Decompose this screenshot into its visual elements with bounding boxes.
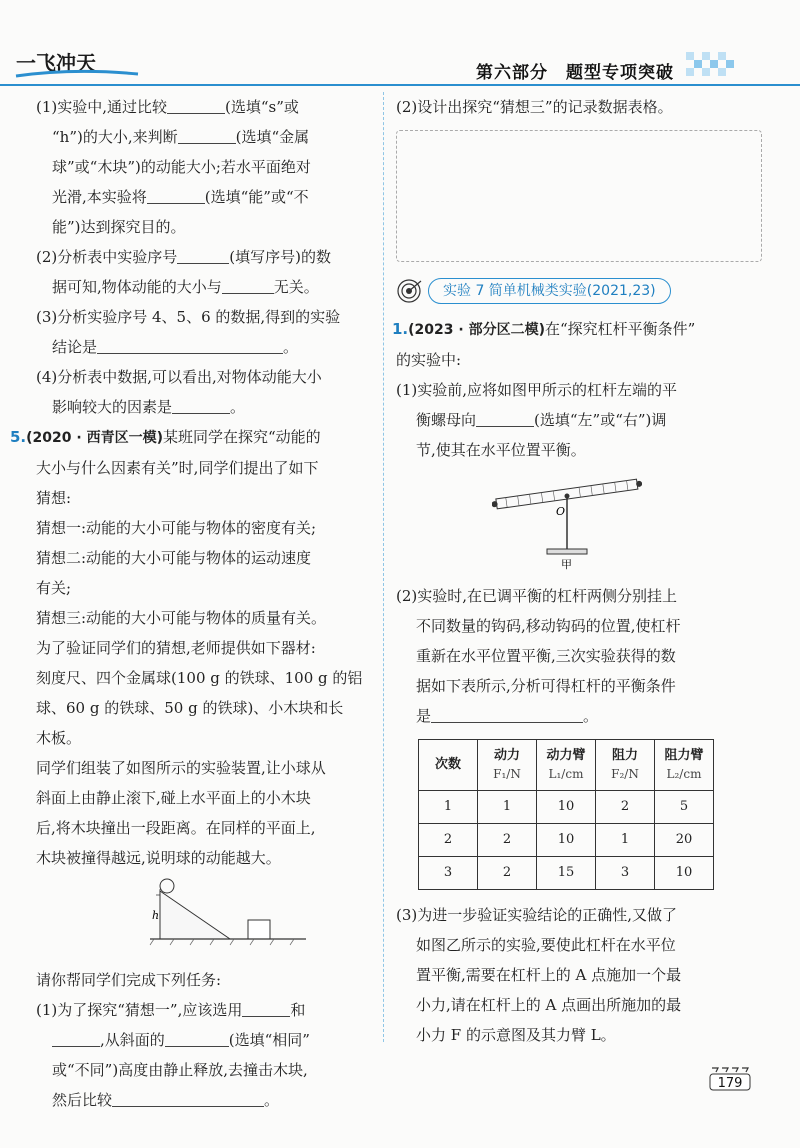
q1-2-line5: 是 。 (396, 701, 772, 731)
q1-3-line2: 如图乙所示的实验,要使此杠杆在水平位 (416, 936, 676, 954)
q5-1-line3: 或“不同”)高度由静止释放,去撞击木块, (52, 1061, 308, 1079)
q5-intro-line1: 5.(2020 · 西青区一模)某班同学在探究“动能的 (10, 428, 321, 446)
answer-blank[interactable] (165, 1028, 229, 1047)
answer-blank[interactable] (242, 998, 290, 1017)
q4-4-line2: 影响较大的因素是 。 (36, 392, 376, 422)
table-row (419, 857, 714, 890)
right-column (392, 92, 772, 1050)
header-checker-decoration (686, 52, 740, 82)
table-cell: 1 (419, 791, 478, 824)
q5-1-line2: ,从斜面的 (选填“相同” (36, 1025, 376, 1055)
q5-para2-line1: 同学们组装了如图所示的实验装置,让小球从 (36, 759, 326, 777)
table-cell: 3 (419, 857, 478, 890)
table-cell: 1 (596, 824, 655, 857)
q1-3-line3: 置平衡,需要在杠杆上的 A 点施加一个最 (416, 966, 682, 984)
wood-block (248, 920, 270, 939)
q1-3-line4: 小力,请在杠杆上的 A 点画出所施加的最 (416, 996, 682, 1014)
height-label: h (152, 909, 160, 922)
q4-1-line2: “h”)的大小,来判断 (选填“金属 (36, 122, 376, 152)
left-column (10, 92, 376, 1115)
answer-blank[interactable] (178, 125, 236, 144)
ball (160, 879, 174, 893)
q1-1-line2: 衡螺母向 (选填“左”或“右”)调 (396, 405, 772, 435)
q5-task: 请你帮同学们完成下列任务: (36, 971, 222, 989)
answer-blank[interactable] (147, 185, 205, 204)
q5-1-line1: (1)为了探究“猜想一”,应该选用 和 (36, 995, 376, 1025)
header-rule (0, 84, 800, 86)
header-cell: 次数 (419, 740, 478, 791)
question-number: 5. (10, 428, 27, 446)
page-header-title (476, 58, 674, 83)
table-cell: 10 (537, 791, 596, 824)
section-label: 实验 7 简单机械类实验(2021,23) (428, 278, 671, 304)
q4-4-line1: (4)分析表中数据,可以看出,对物体动能大小 (36, 368, 322, 386)
table-cell: 5 (655, 791, 714, 824)
q1-intro-line2: 的实验中: (396, 351, 462, 369)
q1-3-line1: (3)为进一步验证实验结论的正确性,又做了 (396, 906, 678, 924)
incline-ball-block-figure (130, 877, 310, 951)
page-number-badge (708, 1066, 752, 1092)
q1-2-line4: 据如下表所示,分析可得杠杆的平衡条件 (416, 677, 676, 695)
table-cell: 10 (655, 857, 714, 890)
target-icon (396, 278, 422, 304)
q4-1-line3: 球”或“木块”)的动能大小;若水平面绝对 (52, 158, 311, 176)
answer-blank[interactable] (167, 95, 225, 114)
header-cell: 动力臂 L₁/cm (537, 740, 596, 791)
q5-intro-line3: 猜想: (36, 489, 72, 507)
pivot (565, 494, 570, 499)
q5-guess2-line1: 猜想二:动能的大小可能与物体的运动速度 (36, 549, 312, 567)
q1-2-line2: 不同数量的钩码,移动钩码的位置,使杠杆 (416, 617, 681, 635)
header-cell: 动力 F₁/N (478, 740, 537, 791)
table-cell: 2 (596, 791, 655, 824)
q5-para2-line3: 后,将木块撞出一段距离。在同样的平面上, (36, 819, 316, 837)
lever-figure (492, 471, 642, 571)
question-source: (2023 · 部分区二模) (408, 322, 545, 338)
q4-1-line5: 能”)达到探究目的。 (52, 218, 186, 236)
q4-1-line4: 光滑,本实验将 (选填“能”或“不 (36, 182, 376, 212)
header-subsection: 题型专项突破 (566, 63, 674, 83)
q5-para2-line4: 木块被撞得越远,说明球的动能越大。 (36, 849, 281, 867)
q4-2-line1: (2)分析表中实验序号 (填写序号)的数 (36, 242, 376, 272)
header-cell: 阻力 F₂/N (596, 740, 655, 791)
q4-3-line2: 结论是 。 (36, 332, 376, 362)
q5-para2-line2: 斜面上由静止滚下,碰上水平面上的小木块 (36, 789, 311, 807)
q1-1-line3: 节,使其在水平位置平衡。 (416, 441, 586, 459)
q5-guess1: 猜想一:动能的大小可能与物体的密度有关; (36, 519, 317, 537)
q5-intro-line2: 大小与什么因素有关”时,同学们提出了如下 (36, 459, 319, 477)
q1-1-line1: (1)实验前,应将如图甲所示的杠杆左端的平 (396, 381, 678, 399)
q5-guess3: 猜想三:动能的大小可能与物体的质量有关。 (36, 609, 327, 627)
q5-guess2-line2: 有关; (36, 579, 72, 597)
table-header-row (419, 740, 714, 791)
svg-text:一飞冲天: 一飞冲天 (16, 51, 96, 75)
lever-data-table (418, 739, 714, 890)
q5-para1-line1: 为了验证同学们的猜想,老师提供如下器材: (36, 639, 316, 657)
answer-blank[interactable] (222, 275, 274, 294)
section-header (396, 276, 772, 306)
column-divider (383, 92, 384, 1042)
q4-2-line2: 据可知,物体动能的大小与 无关。 (36, 272, 376, 302)
q4-3-line1: (3)分析实验序号 4、5、6 的数据,得到的实验 (36, 308, 341, 326)
answer-blank[interactable] (431, 704, 583, 723)
answer-blank[interactable] (52, 1028, 100, 1047)
answer-blank[interactable] (177, 245, 229, 264)
table-cell: 3 (596, 857, 655, 890)
q5-para1-line2: 刻度尺、四个金属球(100 g 的铁球、100 g 的铝 (36, 669, 363, 687)
q5-para1-line4: 木板。 (36, 729, 82, 747)
table-cell: 2 (478, 857, 537, 890)
incline-ramp (160, 891, 230, 939)
q1-2-line1: (2)实验时,在已调平衡的杠杆两侧分别挂上 (396, 587, 678, 605)
q5-1-line4: 然后比较 。 (36, 1085, 376, 1115)
answer-blank[interactable] (172, 395, 230, 414)
page-number: 179 (717, 1076, 743, 1091)
table-cell: 2 (419, 824, 478, 857)
question-number: 1. (392, 320, 409, 338)
table-cell: 10 (537, 824, 596, 857)
header-cell: 阻力臂 L₂/cm (655, 740, 714, 791)
table-cell: 20 (655, 824, 714, 857)
table-cell: 1 (478, 791, 537, 824)
q1-3-line5: 小力 F 的示意图及其力臂 L。 (416, 1026, 616, 1044)
table-cell: 15 (537, 857, 596, 890)
table-row (419, 791, 714, 824)
q4-1-line1: (1)实验中,通过比较 (选填“s”或 (36, 92, 376, 122)
table-cell: 2 (478, 824, 537, 857)
answer-blank[interactable] (97, 335, 283, 354)
header-section: 第六部分 (476, 63, 548, 83)
question-source: (2020 · 西青区一模) (26, 430, 163, 446)
answer-blank[interactable] (476, 408, 534, 427)
q1-2-line3: 重新在水平位置平衡,三次实验获得的数 (416, 647, 676, 665)
brand-logo (14, 46, 142, 80)
q5-para1-line3: 球、60 g 的铁球、50 g 的铁球)、小木块和长 (36, 699, 344, 717)
answer-blank[interactable] (112, 1088, 264, 1107)
stand-base (547, 549, 587, 554)
q1-intro-line1: 1.(2023 · 部分区二模)在“探究杠杆平衡条件” (392, 320, 696, 338)
answer-table-box[interactable] (396, 130, 762, 262)
table-row (419, 824, 714, 857)
pivot-label: O (556, 505, 566, 518)
q5-2-prompt: (2)设计出探究“猜想三”的记录数据表格。 (396, 98, 673, 116)
figure-caption-jia: 甲 (561, 558, 572, 571)
